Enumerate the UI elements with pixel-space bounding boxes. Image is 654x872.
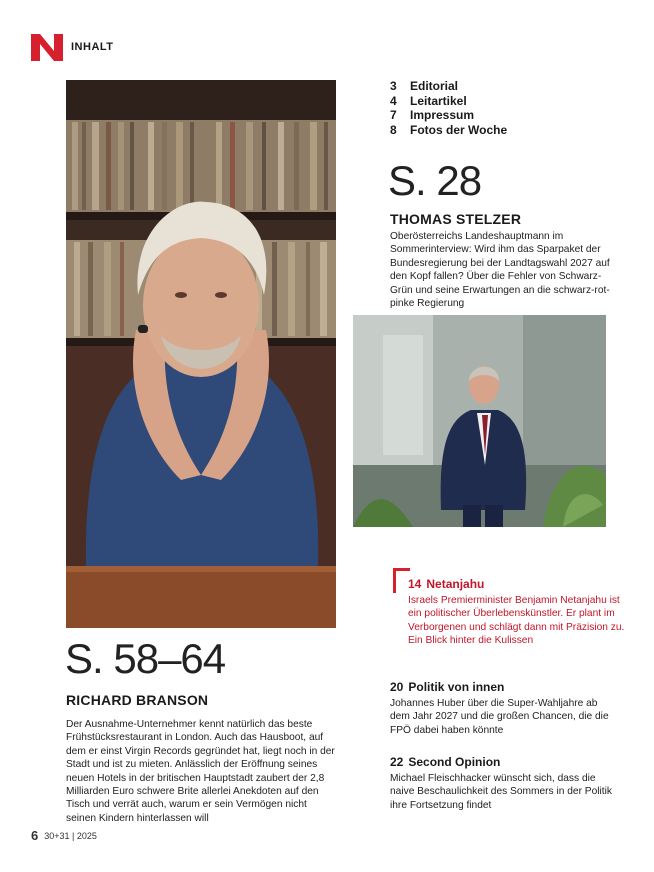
n-logo-icon	[31, 34, 63, 61]
teaser-netanjahu[interactable]	[408, 577, 633, 648]
stelzer-photo[interactable]	[353, 315, 606, 527]
toc-title: Leitartikel	[410, 93, 467, 108]
section-label: INHALT	[71, 41, 114, 53]
stelzer-headline[interactable]: THOMAS STELZER	[390, 211, 522, 227]
table-of-contents	[390, 79, 507, 137]
page-number: 6	[31, 828, 39, 843]
page-footer	[31, 828, 97, 843]
teaser-page-number: 22	[390, 755, 404, 769]
stelzer-portrait-image	[353, 315, 606, 527]
teaser-politik-von-innen[interactable]	[390, 680, 615, 737]
teaser-page-number: 14	[408, 577, 422, 591]
toc-item[interactable]	[390, 123, 507, 138]
teaser-page-number: 20	[390, 680, 404, 694]
toc-page-number: 4	[390, 93, 397, 108]
toc-item[interactable]	[390, 94, 507, 109]
stelzer-page-reference[interactable]: S. 28	[388, 157, 482, 204]
teaser-text: Michael Fleischhacker wünscht sich, dass die naive Beschaulichkeit des Sommers in der Politik ihre Fortsetzung findet	[390, 773, 612, 811]
toc-item[interactable]	[390, 79, 507, 94]
toc-page-number: 3	[390, 79, 397, 93]
toc-page-number: 7	[390, 108, 397, 122]
teaser-text: Johannes Huber über die Super-Wahljahre ab dem Jahr 2027 und die großen Chancen, die die FPÖ dabei haben könnte	[390, 698, 609, 736]
teaser-text: Israels Premierminister Benjamin Netanjahu ist ein politischer Überlebenskünstler. Er plant im Verborgenen und schlägt dann mit Präzision zu. Ein Blick hinter die Kulissen	[408, 595, 625, 647]
toc-item[interactable]	[390, 108, 507, 123]
branson-photo[interactable]	[66, 80, 336, 628]
toc-page-number: 8	[390, 122, 397, 137]
branson-summary: Der Ausnahme-Unternehmer kennt natürlich das beste Frühstücksrestaurant in London. Auch das Hausboot, auf dem er einst Virgin Records gegründet hat, liegt noch in der Stadt und ist zu mieten. Anlässlich der Eröffnung seines neuen Hotels in der britischen Hauptstadt zaubert der 2,8 Milliarden Euro schwere Brite allerlei Anekdoten auf den Tisch und verrät auch, warum er sein Vermögen nicht seinen Kindern hinterlassen will	[66, 719, 335, 824]
teaser-heading: Politik von innen	[408, 680, 505, 694]
toc-title: Impressum	[410, 108, 475, 122]
branson-page-reference[interactable]: S. 58–64	[65, 635, 226, 682]
teaser-title	[408, 577, 633, 591]
teaser-title	[390, 755, 615, 769]
teaser-heading: Netanjahu	[426, 577, 485, 591]
teaser-second-opinion[interactable]	[390, 755, 615, 812]
toc-title: Fotos der Woche	[410, 122, 508, 137]
branson-portrait-image	[66, 80, 336, 628]
stelzer-summary: Oberösterreichs Landeshauptmann im Sommerinterview: Wird ihm das Sparpaket der Bundesregierung bei der Landtagswahl 2027 auf den Kopf fallen? Über die Fehler von Schwarz-Grün und seine Erwartungen an die schwarz-rot-pinke Regierung	[390, 231, 610, 310]
teaser-heading: Second Opinion	[408, 755, 501, 769]
toc-title: Editorial	[410, 79, 459, 93]
teaser-title	[390, 680, 615, 694]
issue-label: 30+31 | 2025	[44, 831, 97, 841]
branson-headline[interactable]: RICHARD BRANSON	[66, 692, 209, 708]
